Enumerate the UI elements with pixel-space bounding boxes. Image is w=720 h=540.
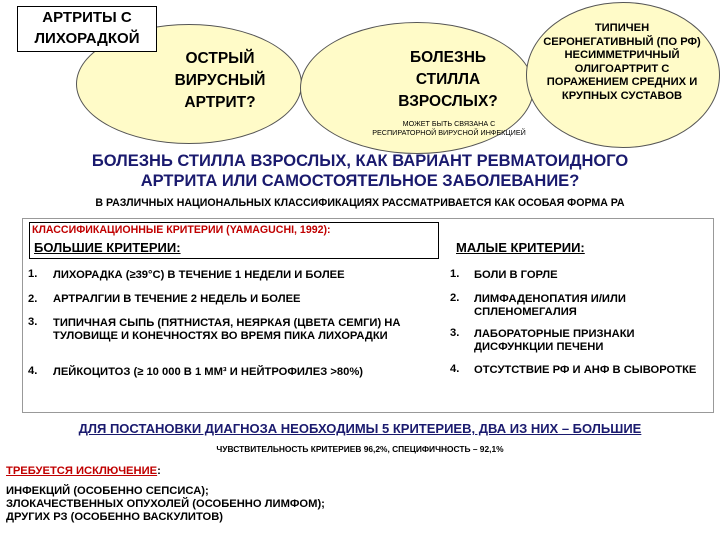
minor-1-text: БОЛИ В ГОРЛЕ	[474, 269, 558, 281]
acute-viral-label: ОСТРЫЙ ВИРУСНЫЙ АРТРИТ?	[174, 50, 266, 111]
diagnosis-rule: ДЛЯ ПОСТАНОВКИ ДИАГНОЗА НЕОБХОДИМЫ 5 КРИТЕРИЕВ, ДВА ИЗ НИХ – БОЛЬШИЕ	[78, 421, 642, 436]
exclusion-item: ИНФЕКЦИЙ (ОСОБЕННО СЕПСИСА);	[6, 485, 209, 497]
major-3-text: ТИПИЧНАЯ СЫПЬ (ПЯТНИСТАЯ, НЕЯРКАЯ (ЦВЕТА СЕМГИ) НА ТУЛОВИЩЕ И КОНЕЧНОСТЯХ ВО ВРЕМЯ ПИКА ЛИХОРАДКИ	[53, 317, 401, 342]
exclusion-list	[6, 485, 325, 524]
exclusion-label: ТРЕБУЕТСЯ ИСКЛЮЧЕНИЕ	[6, 465, 158, 477]
subheading: В РАЗЛИЧНЫХ НАЦИОНАЛЬНЫХ КЛАССИФИКАЦИЯХ РАССМАТРИВАЕТСЯ КАК ОСОБАЯ ФОРМА РА	[95, 197, 625, 209]
minor-2-text: ЛИМФАДЕНОПАТИЯ И/ИЛИ СПЛЕНОМЕГАЛИЯ	[474, 293, 626, 318]
fever-arthritis-box: АРТРИТЫ С ЛИХОРАДКОЙ	[17, 6, 157, 52]
major-4-num: 4.	[28, 365, 38, 377]
still-disease-label: БОЛЕЗНЬ СТИЛЛА ВЗРОСЛЫХ?	[398, 49, 498, 110]
minor-criteria-title: МАЛЫЕ КРИТЕРИИ:	[456, 240, 585, 255]
main-heading-line2: АРТРИТА ИЛИ САМОСТОЯТЕЛЬНОЕ ЗАБОЛЕВАНИЕ?	[140, 172, 580, 190]
minor-4-text: ОТСУТСТВИЕ РФ И АНФ В СЫВОРОТКЕ	[474, 364, 697, 376]
major-1-num: 1.	[28, 268, 38, 280]
exclusion-item: ЗЛОКАЧЕСТВЕННЫХ ОПУХОЛЕЙ (ОСОБЕННО ЛИМФОМ);	[6, 498, 325, 510]
major-2-text: АРТРАЛГИИ В ТЕЧЕНИЕ 2 НЕДЕЛЬ И БОЛЕЕ	[53, 293, 301, 305]
main-heading-line1: БОЛЕЗНЬ СТИЛЛА ВЗРОСЛЫХ, КАК ВАРИАНТ РЕВМАТОИДНОГО	[91, 152, 629, 170]
exclusion-item: ДРУГИХ РЗ (ОСОБЕННО ВАСКУЛИТОВ)	[6, 511, 224, 523]
major-3-num: 3.	[28, 316, 38, 328]
exclusion-colon: :	[157, 465, 161, 477]
classification-label: КЛАССИФИКАЦИОННЫЕ КРИТЕРИИ (YAMAGUCHI, 1992):	[32, 224, 331, 236]
major-criteria-title: БОЛЬШИЕ КРИТЕРИИ:	[34, 240, 181, 255]
minor-1-num: 1.	[450, 268, 460, 280]
minor-2-num: 2.	[450, 292, 460, 304]
still-disease-note: МОЖЕТ БЫТЬ СВЯЗАНА С РЕСПИРАТОРНОЙ ВИРУСНОЙ ИНФЕКЦИЕЙ	[372, 119, 526, 137]
exclusion-header	[6, 465, 161, 478]
sensitivity-note: ЧУВСТВИТЕЛЬНОСТЬ КРИТЕРИЕВ 96,2%, СПЕЦИФИЧНОСТЬ – 92,1%	[216, 444, 504, 454]
minor-3-num: 3.	[450, 327, 460, 339]
oligoarthritis-label: ТИПИЧЕН СЕРОНЕГАТИВНЫЙ (ПО РФ) НЕСИММЕТРИЧНЫЙ ОЛИГОАРТРИТ С ПОРАЖЕНИЕМ СРЕДНИХ И КРУПНЫХ СУСТАВОВ	[543, 22, 701, 102]
major-1-text: ЛИХОРАДКА (≥39°С) В ТЕЧЕНИЕ 1 НЕДЕЛИ И БОЛЕЕ	[53, 269, 345, 281]
major-2-num: 2.	[28, 293, 38, 305]
minor-4-num: 4.	[450, 363, 460, 375]
major-4-text: ЛЕЙКОЦИТОЗ (≥ 10 000 В 1 ММ³ И НЕЙТРОФИЛЕЗ >80%)	[53, 366, 364, 378]
main-heading	[0, 151, 720, 191]
minor-3-text: ЛАБОРАТОРНЫЕ ПРИЗНАКИ ДИСФУНКЦИИ ПЕЧЕНИ	[474, 328, 635, 353]
